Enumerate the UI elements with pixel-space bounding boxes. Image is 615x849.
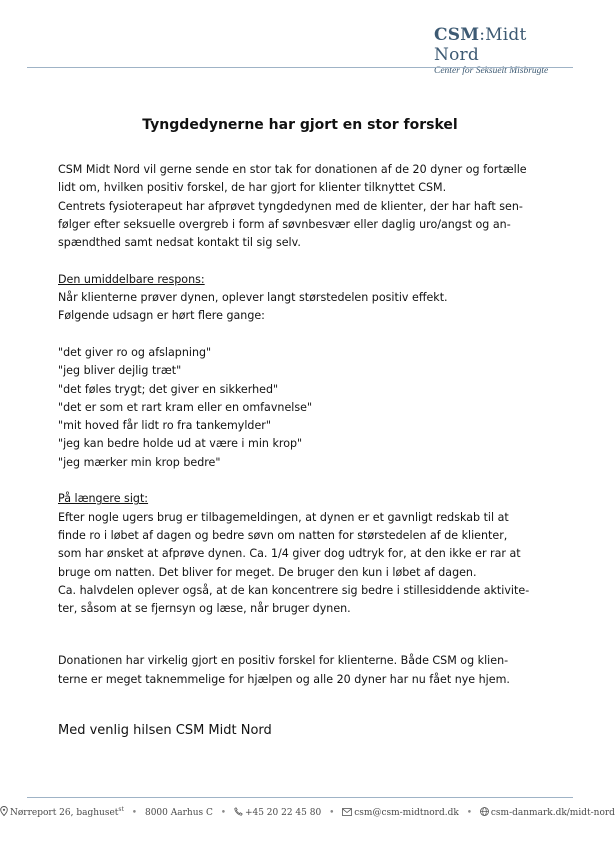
quote-item: "jeg mærker min krop bedre" [58,455,221,469]
section-line: Følgende udsagn er hørt flere gange: [58,309,265,323]
mail-icon [342,808,352,816]
footer-separator: • [329,808,335,818]
section-line: Når klienterne prøver dynen, oplever langt størstedelen positiv effekt. [58,291,448,305]
section-line: finde ro i løbet af dagen og bedre søvn om natten for størstedelen af de klienter, [58,528,508,542]
spacer [58,252,558,270]
phone-icon [234,807,243,816]
spacer [58,326,558,344]
footer-website[interactable]: csm-danmark.dk/midt-nord [490,808,615,818]
logo-subtitle: Center for Seksuelt Misbrugte [434,66,549,76]
footer-email[interactable]: csm@csm-midtnord.dk [354,808,459,818]
logo-region: Midt Nord [434,25,527,65]
intro-line: spændthed samt nedsat kontakt til sig selv. [58,236,301,250]
header-divider [27,67,573,68]
section-line: bruge om natten. Det bliver for meget. De bruger den kun i løbet af dagen. [58,565,477,579]
quote-item: "det giver ro og afslapning" [58,345,212,359]
section-line: ter, såsom at se fjernsyn og læse, når bruger dynen. [58,602,351,616]
footer-address-suffix: st [118,806,124,813]
quote-item: "det føles trygt; det giver en sikkerhed" [58,382,279,396]
signoff: Med venlig hilsen CSM Midt Nord [58,723,272,738]
intro-line: følger efter seksuelle overgreb i form af søvnbesvær eller daglig uro/angst og an- [58,217,511,231]
logo [434,25,574,76]
footer-address: Nørreport 26, baghuset [10,808,119,818]
section-line: som har ønsket at afprøve dynen. Ca. 1/4 giver dog udtryk for, at den ikke er rar at [58,547,521,561]
intro-line: CSM Midt Nord vil gerne sende en stor tak for donationen af de 20 dyner og fortælle [58,163,527,176]
footer-separator: • [466,808,473,818]
footer-separator: • [131,808,138,818]
closing-line: Donationen har virkelig gjort en positiv forskel for klienterne. Både CSM og klien- [58,654,509,668]
letter-title: Tyngdedynerne har gjort en stor forskel [142,117,458,133]
footer-divider [27,797,573,798]
quote-item: "det er som et rart kram eller en omfavnelse" [58,400,313,414]
section-line: Efter nogle ugers brug er tilbagemeldingen, at dynen er et gavnligt redskab til at [58,510,509,524]
intro-line: lidt om, hvilken positiv forskel, de har gjort for klienter tilknyttet CSM. [58,181,447,195]
logo-separator: : [479,25,486,45]
quote-item: "jeg bliver dejlig træt" [58,364,182,378]
section-line: Ca. halvdelen oplever også, at de kan koncentrere sig bedre i stillesiddende aktivite- [58,583,530,597]
footer-separator: • [220,808,227,818]
letter-body [58,161,558,689]
quote-item: "jeg kan bedre holde ud at være i min krop" [58,437,303,451]
section-heading-immediate: Den umiddelbare respons: [58,272,205,286]
intro-line: Centrets fysioterapeut har afprøvet tyngdedynen med de klienter, der har haft sen- [58,199,523,213]
footer [0,806,615,818]
section-heading-long-term: På længere sigt: [58,492,149,506]
footer-phone[interactable]: +45 20 22 45 80 [244,808,322,818]
quote-item: "mit hoved får lidt ro fra tankemylder" [58,419,271,433]
globe-icon [480,807,489,816]
spacer [58,472,558,490]
logo-name: CSM [434,25,480,45]
closing-line: terne er meget taknemmelige for hjælpen og alle 20 dyner har nu fået nye hjem. [58,672,510,686]
logo-title [434,25,574,65]
location-pin-icon [0,806,8,816]
spacer [58,618,558,652]
footer-city: 8000 Aarhus C [144,808,213,818]
